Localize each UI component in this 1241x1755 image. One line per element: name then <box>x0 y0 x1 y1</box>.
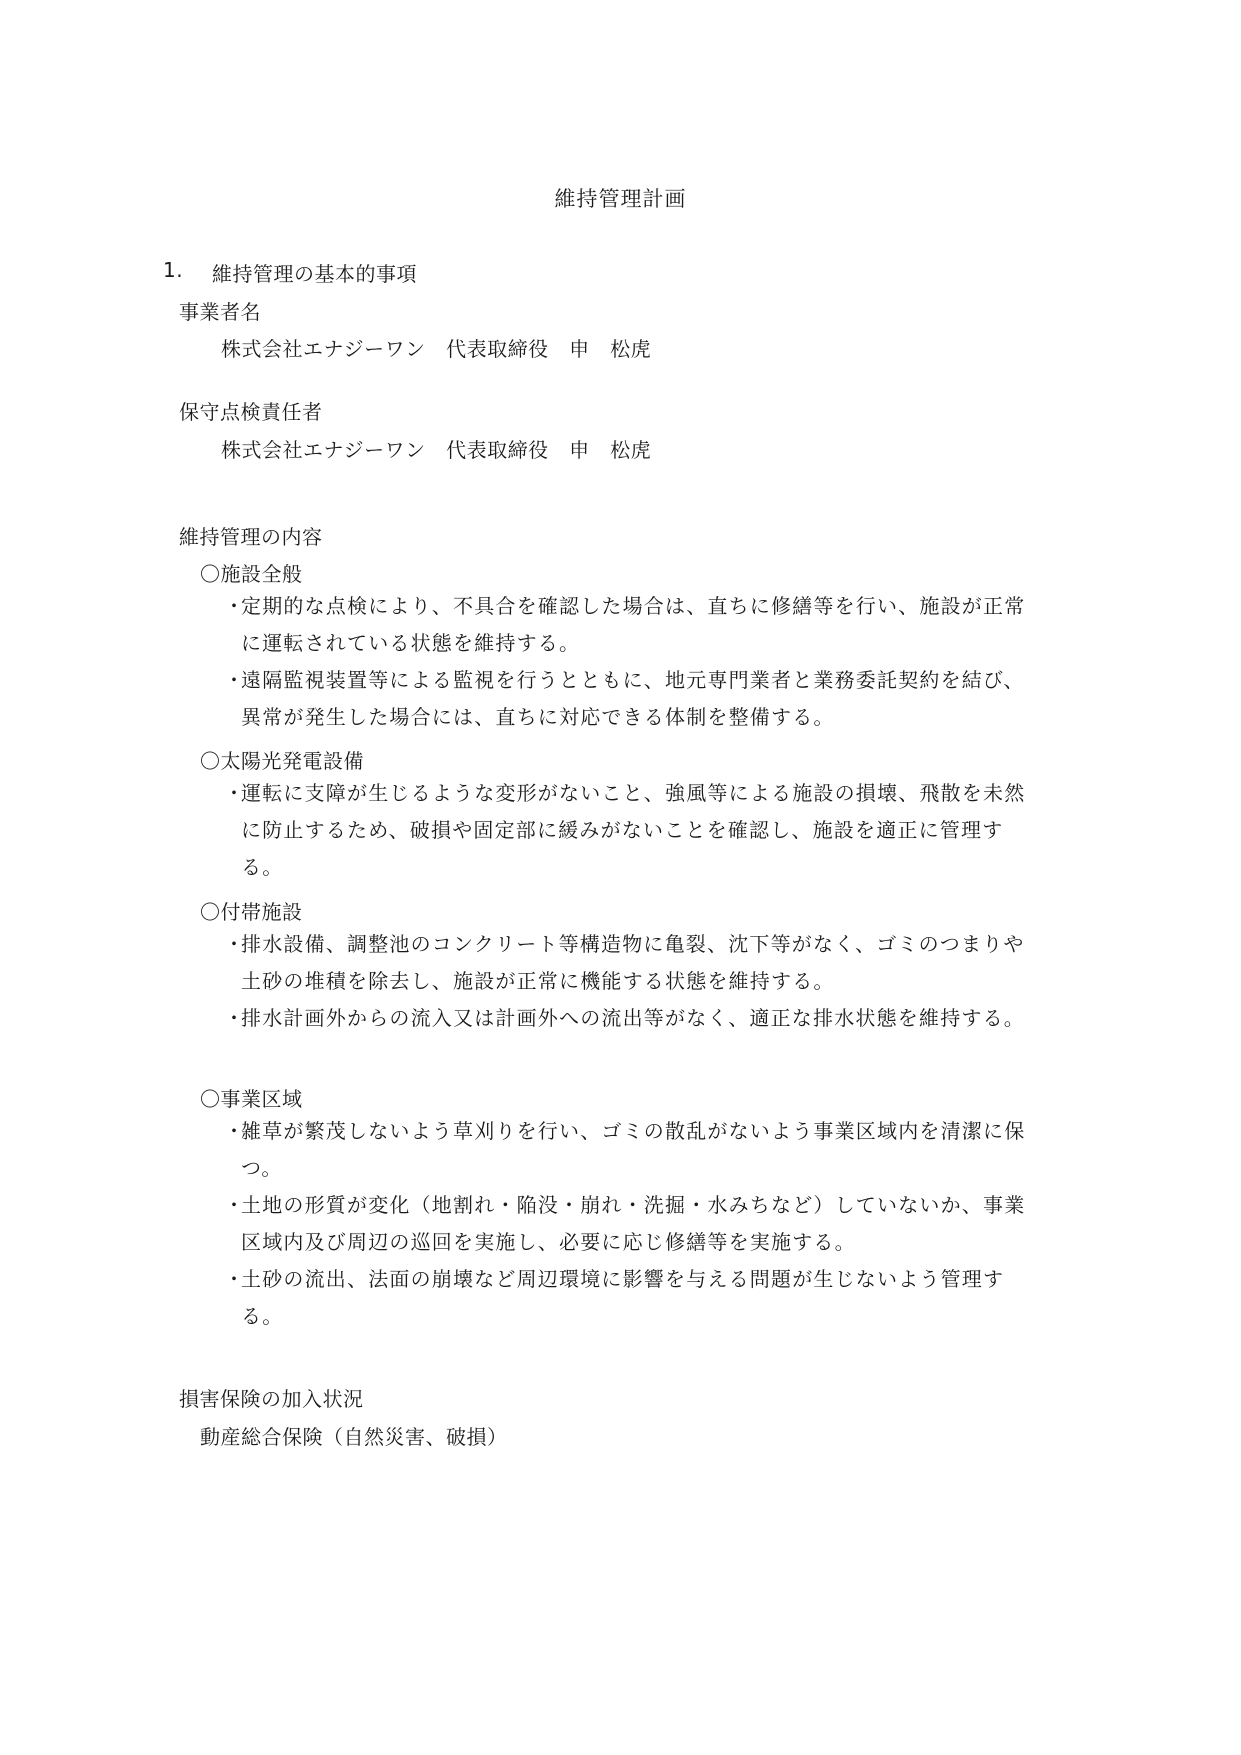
operator-value: 株式会社エナジーワン 代表取締役 申 松虎 <box>221 337 652 361</box>
operator-label: 事業者名 <box>179 300 261 324</box>
category-heading: 〇施設全般 <box>200 562 303 586</box>
list-item-text: 土砂の流出、法面の崩壊など周辺環境に影響を与える問題が生じないよう管理する。 <box>241 1267 1005 1328</box>
bullet-mark: ・ <box>224 594 244 618</box>
category-heading: 〇事業区域 <box>200 1087 303 1111</box>
bullet-mark: ・ <box>224 668 244 692</box>
inspector-label: 保守点検責任者 <box>179 400 323 424</box>
bullet-mark: ・ <box>224 781 244 805</box>
bullet-mark: ・ <box>224 1267 244 1291</box>
list-item-text: 定期的な点検により、不具合を確認した場合は、直ちに修繕等を行い、施設が正常に運転されている状態を維持する。 <box>241 594 1026 655</box>
bullet-mark: ・ <box>224 1006 244 1030</box>
inspector-value: 株式会社エナジーワン 代表取締役 申 松虎 <box>221 438 652 462</box>
list-item-text: 排水設備、調整池のコンクリート等構造物に亀裂、沈下等がなく、ゴミのつまりや土砂の堆積を除去し、施設が正常に機能する状態を維持する。 <box>241 932 1025 993</box>
list-item-text: 遠隔監視装置等による監視を行うとともに、地元専門業者と業務委託契約を結び、異常が発生した場合には、直ちに対応できる体制を整備する。 <box>241 668 1025 729</box>
list-item-text: 排水計画外からの流入又は計画外への流出等がなく、適正な排水状態を維持する。 <box>241 1006 1025 1030</box>
insurance-label: 損害保険の加入状況 <box>179 1387 364 1411</box>
list-item-text: 雑草が繁茂しないよう草刈りを行い、ゴミの散乱がないよう事業区域内を清潔に保つ。 <box>241 1119 1026 1180</box>
list-item-text: 運転に支障が生じるような変形がないこと、強風等による施設の損壊、飛散を未然に防止するため、破損や固定部に緩みがないことを確認し、施設を適正に管理する。 <box>241 781 1026 879</box>
maintenance-label: 維持管理の内容 <box>179 525 323 549</box>
insurance-value: 動産総合保険（自然災害、破損） <box>200 1425 508 1449</box>
bullet-mark: ・ <box>224 1119 244 1143</box>
category-heading: 〇付帯施設 <box>200 900 303 924</box>
category-heading: 〇太陽光発電設備 <box>200 749 364 773</box>
bullet-mark: ・ <box>224 1193 244 1217</box>
bullet-mark: ・ <box>224 932 244 956</box>
section-number: 1. <box>163 258 184 282</box>
list-item-text: 土地の形質が変化（地割れ・陥没・崩れ・洗掘・水みちなど）していないか、事業区域内及び周辺の巡回を実施し、必要に応じ修繕等を実施する。 <box>241 1193 1026 1254</box>
document-title: 維持管理計画 <box>554 187 687 211</box>
section-heading: 維持管理の基本的事項 <box>212 262 417 286</box>
